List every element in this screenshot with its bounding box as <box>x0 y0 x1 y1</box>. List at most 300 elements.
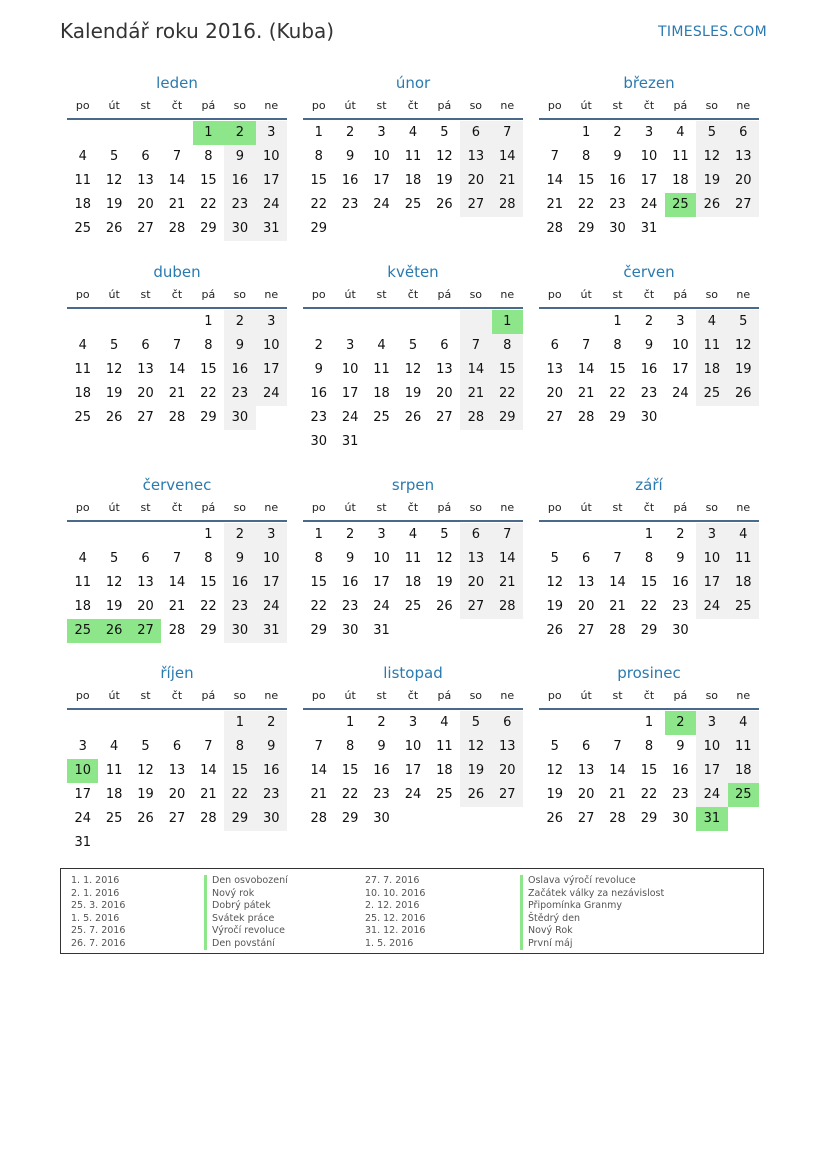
day-cell: 24 <box>373 197 390 212</box>
day-cell: 1 <box>224 711 255 735</box>
day-cell: 1 <box>492 310 523 334</box>
day-cell: 13 <box>436 362 453 377</box>
day-cell: 28 <box>168 410 186 425</box>
day-cell: 2 <box>644 314 654 329</box>
day-cell: 31 <box>640 221 658 236</box>
day-cell: 17 <box>373 173 390 188</box>
day-cell: 5 <box>141 739 150 754</box>
day-cell: 1 <box>204 314 213 329</box>
legend-date: 25. 7. 2016 <box>71 925 126 936</box>
weekday-label: po <box>311 501 326 514</box>
empty-cell <box>397 310 428 334</box>
day-cell: 22 <box>640 599 658 614</box>
brand-link[interactable]: TIMESLES.COM <box>658 24 767 40</box>
day-cell: 29 <box>200 221 217 236</box>
day-cell: 20 <box>436 386 453 401</box>
weekday-label: pá <box>437 99 452 112</box>
day-grid <box>303 523 523 643</box>
day-cell: 12 <box>696 145 727 169</box>
legend-holiday-name: Výročí revoluce <box>204 925 288 938</box>
day-cell: 25 <box>404 599 422 614</box>
day-cell: 7 <box>613 739 622 754</box>
day-cell: 7 <box>460 334 491 358</box>
empty-cell <box>67 523 98 547</box>
month-prosinec <box>539 660 759 831</box>
day-cell: 10 <box>341 362 359 377</box>
day-grid <box>67 121 287 241</box>
day-cell: 16 <box>310 386 327 401</box>
weekday-label: so <box>469 689 483 702</box>
day-cell: 26 <box>105 410 123 425</box>
weekday-label: so <box>469 288 483 301</box>
month-name: září <box>635 476 663 494</box>
day-cell: 22 <box>200 386 217 401</box>
day-cell: 18 <box>74 197 91 212</box>
day-cell: 29 <box>577 221 595 236</box>
month-březen <box>539 70 759 241</box>
weekday-label: út <box>580 689 592 702</box>
day-cell: 5 <box>109 149 119 164</box>
weekday-label: út <box>580 99 592 112</box>
day-cell: 15 <box>200 575 217 590</box>
legend-holiday-name: Připomínka Granmy <box>520 900 664 913</box>
day-cell: 23 <box>609 197 626 212</box>
day-cell: 2 <box>224 523 255 547</box>
holiday-legend <box>60 868 764 954</box>
day-cell: 26 <box>436 599 453 614</box>
empty-cell <box>98 711 129 735</box>
day-cell: 20 <box>577 599 595 614</box>
day-cell: 15 <box>310 173 327 188</box>
month-leden <box>67 70 287 241</box>
day-cell: 17 <box>256 169 287 193</box>
legend-date: 26. 7. 2016 <box>71 937 126 949</box>
day-cell: 10 <box>373 149 390 164</box>
weekday-label: st <box>612 501 623 514</box>
legend-holiday-name: Den osvobození <box>204 875 288 888</box>
weekday-label: po <box>547 689 562 702</box>
empty-cell <box>429 310 460 334</box>
day-cell: 22 <box>492 382 523 406</box>
day-cell: 23 <box>256 783 287 807</box>
day-cell: 3 <box>256 523 287 547</box>
empty-cell <box>539 523 570 547</box>
empty-cell <box>130 310 161 334</box>
day-cell: 6 <box>581 739 591 754</box>
day-cell: 8 <box>204 338 213 353</box>
weekday-header <box>539 686 759 710</box>
legend-date: 25. 12. 2016 <box>365 912 426 924</box>
day-cell: 28 <box>200 811 217 826</box>
empty-cell <box>570 310 601 334</box>
empty-cell <box>460 310 491 334</box>
weekday-label: čt <box>171 689 183 702</box>
day-cell: 21 <box>200 787 217 802</box>
weekday-label: po <box>311 288 326 301</box>
weekday-label: ne <box>264 689 279 702</box>
empty-cell <box>98 523 129 547</box>
day-cell: 19 <box>105 599 123 614</box>
day-cell: 2 <box>345 125 355 140</box>
day-cell: 30 <box>640 410 658 425</box>
month-name: červen <box>623 263 675 281</box>
empty-cell <box>130 121 161 145</box>
weekday-label: pá <box>437 501 452 514</box>
day-cell: 6 <box>440 338 449 353</box>
month-name: prosinec <box>617 664 681 682</box>
day-cell: 19 <box>105 386 123 401</box>
day-cell: 17 <box>696 759 727 783</box>
day-cell: 16 <box>640 362 658 377</box>
day-cell: 16 <box>373 763 390 778</box>
day-cell: 8 <box>613 338 622 353</box>
day-cell: 30 <box>224 406 255 430</box>
empty-cell <box>570 523 601 547</box>
day-cell: 30 <box>256 807 287 831</box>
day-cell: 21 <box>609 787 626 802</box>
legend-date: 25. 3. 2016 <box>71 900 126 911</box>
day-cell: 31 <box>341 434 359 449</box>
day-cell: 14 <box>168 173 186 188</box>
day-cell: 27 <box>137 221 154 236</box>
day-cell: 23 <box>640 386 658 401</box>
day-cell: 28 <box>609 623 626 638</box>
weekday-label: st <box>140 288 151 301</box>
day-cell: 11 <box>74 575 91 590</box>
day-cell: 24 <box>74 811 91 826</box>
empty-cell <box>193 711 224 735</box>
empty-cell <box>334 310 365 334</box>
weekday-label: čt <box>171 99 183 112</box>
day-cell: 22 <box>609 386 626 401</box>
day-cell: 27 <box>577 811 595 826</box>
day-cell: 21 <box>460 382 491 406</box>
day-cell: 3 <box>377 125 386 140</box>
day-cell: 3 <box>696 523 727 547</box>
weekday-header <box>67 686 287 710</box>
weekday-label: ne <box>500 689 515 702</box>
weekday-label: so <box>233 288 247 301</box>
weekday-label: pá <box>437 288 452 301</box>
day-cell: 14 <box>609 575 626 590</box>
day-cell: 18 <box>105 787 123 802</box>
legend-names-left <box>204 875 288 950</box>
day-cell: 11 <box>74 173 91 188</box>
empty-cell <box>570 711 601 735</box>
day-cell: 31 <box>373 623 390 638</box>
day-cell: 7 <box>492 121 523 145</box>
empty-cell <box>161 523 192 547</box>
day-cell: 17 <box>256 358 287 382</box>
day-cell: 1 <box>314 527 323 542</box>
day-cell: 16 <box>224 358 255 382</box>
day-cell: 16 <box>609 173 626 188</box>
weekday-label: čt <box>643 501 655 514</box>
day-cell: 24 <box>404 787 422 802</box>
weekday-header <box>539 285 759 309</box>
day-cell: 1 <box>204 527 213 542</box>
day-cell: 29 <box>341 811 359 826</box>
day-cell: 13 <box>137 173 154 188</box>
day-cell: 18 <box>404 173 422 188</box>
day-cell: 18 <box>728 571 759 595</box>
day-cell: 17 <box>341 386 359 401</box>
weekday-label: pá <box>201 501 216 514</box>
day-cell: 21 <box>609 599 626 614</box>
day-cell: 20 <box>168 787 186 802</box>
day-cell: 19 <box>696 169 727 193</box>
day-cell: 23 <box>224 193 255 217</box>
day-cell: 10 <box>256 334 287 358</box>
day-cell: 23 <box>310 410 327 425</box>
day-cell: 6 <box>141 338 150 353</box>
day-cell: 8 <box>314 149 323 164</box>
day-cell: 14 <box>492 145 523 169</box>
day-cell: 15 <box>640 575 658 590</box>
day-cell: 28 <box>609 811 626 826</box>
day-cell: 22 <box>200 197 217 212</box>
day-cell: 2 <box>377 715 386 730</box>
day-cell: 28 <box>546 221 563 236</box>
day-cell: 12 <box>436 149 453 164</box>
weekday-label: so <box>469 99 483 112</box>
weekday-label: ne <box>736 689 751 702</box>
day-cell: 22 <box>577 197 595 212</box>
day-cell: 31 <box>256 217 287 241</box>
day-cell: 1 <box>193 121 224 145</box>
weekday-header <box>303 498 523 522</box>
empty-cell <box>539 310 570 334</box>
day-cell: 13 <box>728 145 759 169</box>
day-cell: 22 <box>200 599 217 614</box>
day-cell: 13 <box>492 735 523 759</box>
day-cell: 15 <box>341 763 359 778</box>
weekday-label: st <box>140 501 151 514</box>
weekday-header <box>539 96 759 120</box>
day-cell: 9 <box>345 551 355 566</box>
weekday-label: st <box>376 501 387 514</box>
day-cell: 7 <box>172 149 182 164</box>
day-cell: 20 <box>492 759 523 783</box>
day-cell: 15 <box>224 759 255 783</box>
day-cell: 17 <box>74 787 91 802</box>
weekday-label: ne <box>500 288 515 301</box>
day-cell: 8 <box>204 551 213 566</box>
weekday-label: so <box>705 689 719 702</box>
day-cell: 23 <box>224 595 255 619</box>
weekday-label: po <box>75 288 90 301</box>
legend-date: 2. 12. 2016 <box>365 900 420 911</box>
day-cell: 17 <box>672 362 689 377</box>
day-cell: 6 <box>492 711 523 735</box>
day-cell: 29 <box>200 410 217 425</box>
day-grid <box>303 121 523 241</box>
weekday-label: st <box>376 99 387 112</box>
month-name: srpen <box>391 476 435 494</box>
day-cell: 30 <box>672 811 689 826</box>
day-cell: 19 <box>105 197 123 212</box>
empty-cell <box>98 121 129 145</box>
legend-names-right <box>520 875 664 950</box>
weekday-label: st <box>612 689 623 702</box>
day-cell: 18 <box>728 759 759 783</box>
day-cell: 20 <box>546 386 563 401</box>
legend-holiday-name: Dobrý pátek <box>204 900 288 913</box>
weekday-label: po <box>311 689 326 702</box>
weekday-label: st <box>140 99 151 112</box>
day-cell: 24 <box>256 382 287 406</box>
day-cell: 4 <box>728 711 759 735</box>
legend-holiday-name: První máj <box>520 938 664 951</box>
day-cell: 12 <box>105 362 123 377</box>
day-cell: 25 <box>67 619 98 643</box>
weekday-label: čt <box>407 689 419 702</box>
day-cell: 14 <box>168 362 186 377</box>
day-cell: 30 <box>224 217 255 241</box>
day-cell: 25 <box>728 595 759 619</box>
day-cell: 24 <box>373 599 390 614</box>
day-cell: 27 <box>130 619 161 643</box>
day-cell: 9 <box>314 362 323 377</box>
day-cell: 2 <box>224 121 255 145</box>
day-cell: 9 <box>613 149 622 164</box>
empty-cell <box>303 711 334 735</box>
day-cell: 16 <box>341 173 359 188</box>
day-cell: 26 <box>98 619 129 643</box>
day-cell: 27 <box>546 410 563 425</box>
weekday-label: út <box>108 99 120 112</box>
weekday-label: út <box>580 288 592 301</box>
day-cell: 13 <box>460 145 491 169</box>
month-srpen <box>303 472 523 643</box>
day-cell: 10 <box>256 145 287 169</box>
day-cell: 27 <box>460 595 491 619</box>
day-cell: 17 <box>256 571 287 595</box>
day-cell: 4 <box>408 125 418 140</box>
weekday-header <box>539 498 759 522</box>
month-září <box>539 472 759 643</box>
weekday-label: pá <box>673 501 688 514</box>
day-cell: 22 <box>224 783 255 807</box>
day-cell: 28 <box>310 811 327 826</box>
day-cell: 11 <box>728 735 759 759</box>
day-cell: 19 <box>546 787 563 802</box>
day-cell: 20 <box>460 169 491 193</box>
month-name: únor <box>395 74 431 92</box>
weekday-label: po <box>547 501 562 514</box>
day-grid <box>539 310 759 430</box>
month-červenec <box>67 472 287 643</box>
weekday-label: čt <box>171 288 183 301</box>
day-cell: 14 <box>310 763 327 778</box>
day-cell: 14 <box>168 575 186 590</box>
empty-cell <box>67 310 98 334</box>
day-cell: 23 <box>341 197 359 212</box>
day-cell: 15 <box>492 358 523 382</box>
day-cell: 3 <box>78 739 87 754</box>
empty-cell <box>161 711 192 735</box>
day-cell: 8 <box>345 739 355 754</box>
weekday-label: ne <box>500 99 515 112</box>
day-cell: 24 <box>696 595 727 619</box>
empty-cell <box>303 310 334 334</box>
weekday-label: st <box>612 99 623 112</box>
empty-cell <box>161 310 192 334</box>
day-cell: 14 <box>609 763 626 778</box>
day-cell: 7 <box>492 523 523 547</box>
day-cell: 5 <box>550 551 559 566</box>
day-cell: 16 <box>672 763 689 778</box>
day-grid <box>303 310 523 454</box>
day-cell: 26 <box>546 623 563 638</box>
weekday-label: so <box>705 288 719 301</box>
day-cell: 19 <box>404 386 422 401</box>
day-cell: 2 <box>256 711 287 735</box>
day-cell: 12 <box>728 334 759 358</box>
day-cell: 21 <box>168 386 186 401</box>
day-cell: 16 <box>256 759 287 783</box>
day-cell: 20 <box>137 599 154 614</box>
day-grid <box>303 711 523 831</box>
day-cell: 19 <box>436 575 453 590</box>
day-cell: 3 <box>676 314 685 329</box>
day-cell: 30 <box>224 619 255 643</box>
month-listopad <box>303 660 523 831</box>
day-cell: 4 <box>78 338 87 353</box>
day-cell: 4 <box>696 310 727 334</box>
day-cell: 30 <box>341 623 359 638</box>
day-cell: 10 <box>696 735 727 759</box>
day-cell: 29 <box>224 807 255 831</box>
day-cell: 25 <box>74 221 91 236</box>
day-cell: 15 <box>577 173 595 188</box>
month-name: červenec <box>142 476 212 494</box>
legend-dates-right <box>365 875 425 950</box>
day-cell: 27 <box>728 193 759 217</box>
weekday-label: ne <box>264 501 279 514</box>
day-cell: 28 <box>492 193 523 217</box>
weekday-label: pá <box>673 288 688 301</box>
weekday-header <box>67 96 287 120</box>
day-cell: 3 <box>644 125 654 140</box>
day-cell: 24 <box>696 783 727 807</box>
day-cell: 18 <box>373 386 390 401</box>
weekday-label: po <box>547 288 562 301</box>
day-cell: 5 <box>728 310 759 334</box>
day-cell: 2 <box>345 527 355 542</box>
day-cell: 18 <box>74 599 91 614</box>
day-cell: 4 <box>408 527 418 542</box>
day-cell: 13 <box>577 575 595 590</box>
day-cell: 26 <box>546 811 563 826</box>
day-cell: 21 <box>492 169 523 193</box>
day-cell: 4 <box>676 125 685 140</box>
empty-cell <box>602 711 633 735</box>
day-cell: 5 <box>550 739 559 754</box>
day-cell: 8 <box>224 735 255 759</box>
day-cell: 21 <box>577 386 595 401</box>
day-cell: 7 <box>172 338 182 353</box>
day-cell: 30 <box>373 811 390 826</box>
day-cell: 23 <box>373 787 390 802</box>
day-cell: 24 <box>341 410 359 425</box>
day-cell: 2 <box>314 338 323 353</box>
weekday-header <box>67 498 287 522</box>
weekday-header <box>303 96 523 120</box>
day-cell: 16 <box>672 575 689 590</box>
day-cell: 21 <box>546 197 563 212</box>
day-cell: 9 <box>224 547 255 571</box>
